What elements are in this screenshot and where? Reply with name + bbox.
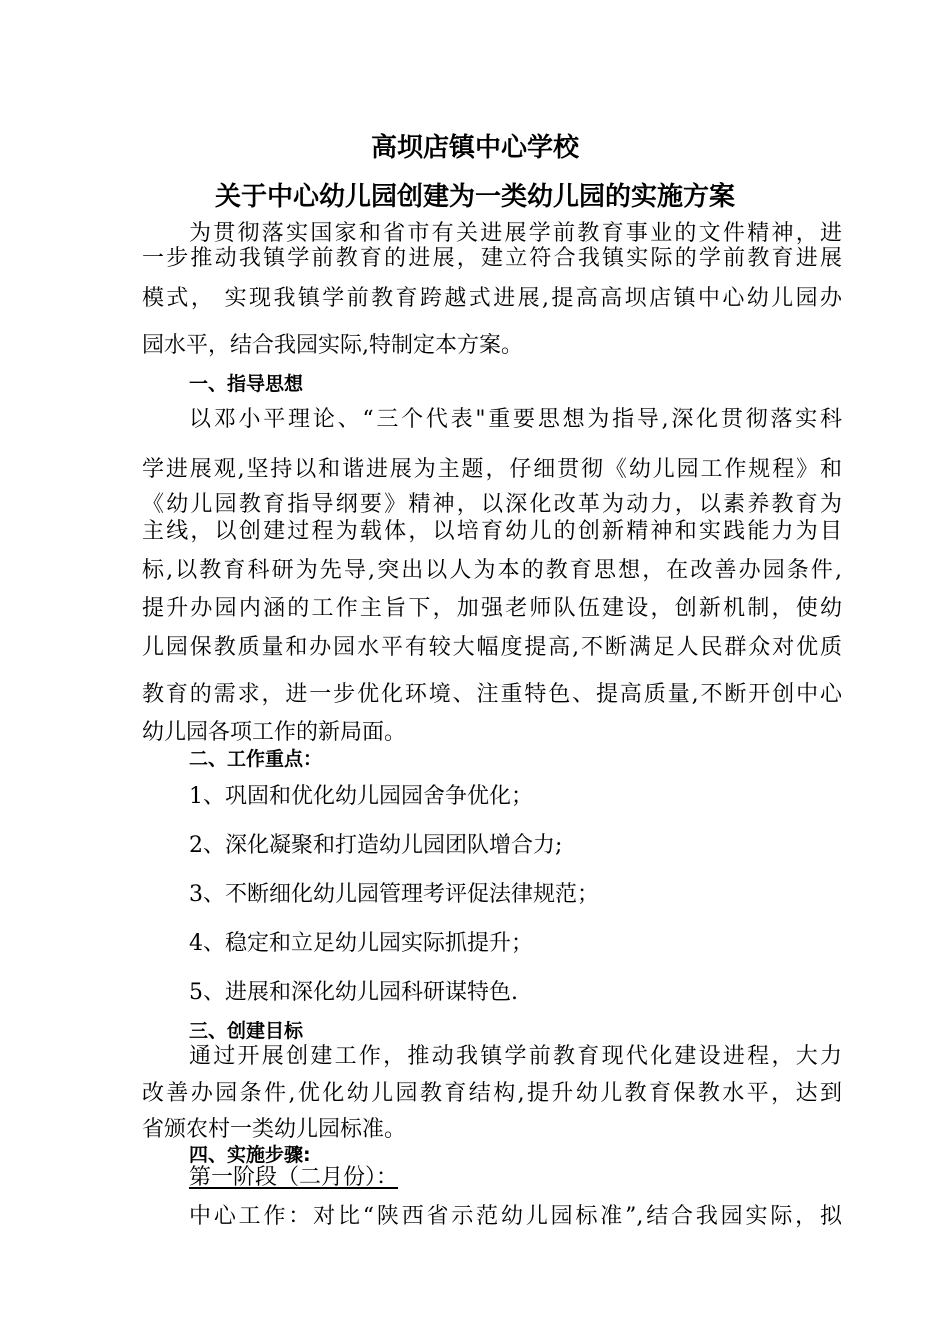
work-focus-item: 1、巩固和优化幼儿园园舍争优化； [189,784,533,809]
section-1-line: 教育的需求，进一步优化环境、注重特色、提高质量,不断开创中心 [142,682,842,707]
section-3-line: 改善办园条件,优化幼儿园教育结构,提升幼儿教育保教水平，达到 [142,1081,842,1106]
section-1-line: 以邓小平理论、“三个代表"重要思想为指导,深化贯彻落实科 [189,407,842,432]
section-3-line: 省颁农村一类幼儿园标准。 [142,1117,407,1142]
stage-1-label: 第一阶段（二月份）： [189,1165,399,1190]
document-title-plan: 关于中心幼儿园创建为一类幼儿园的实施方案 [214,182,735,212]
section-1-line: 学进展观,坚持以和谐进展为主题，仔细贯彻《幼儿园工作规程》和 [142,457,842,482]
section-1-line: 主线，以创建过程为载体，以培育幼儿的创新精神和实践能力为目 [142,519,842,544]
section-heading-implementation-steps: 四、实施步骤: [189,1144,311,1166]
intro-line: 模式， 实现我镇学前教育跨越式进展,提高高坝店镇中心幼儿园办 [142,286,842,311]
section-1-line: 标,以教育科研为先导,突出以人为本的教育思想，在改善办园条件, [142,558,842,583]
intro-line: 为贯彻落实国家和省市有关进展学前教育事业的文件精神，进 [189,221,842,246]
section-1-line: 幼儿园各项工作的新局面。 [142,720,407,745]
work-focus-item: 3、不断细化幼儿园管理考评促法律规范； [189,882,599,907]
section-heading-guiding-ideology: 一、指导思想 [189,373,304,395]
work-focus-item: 2、深化凝聚和打造幼儿园团队增合力; [189,833,563,858]
intro-line: 一步推动我镇学前教育的进展，建立符合我镇实际的学前教育进展 [142,246,842,271]
section-heading-creation-goal: 三、创建目标 [189,1020,304,1042]
section-1-line: 提升办园内涵的工作主旨下，加强老师队伍建设，创新机制，使幼 [142,596,842,621]
document-title-school: 高坝店镇中心学校 [370,133,579,163]
section-4-line: 中心工作：对比“陕西省示范幼儿园标准”,结合我园实际，拟 [189,1204,842,1229]
work-focus-item: 5、进展和深化幼儿园科研谋特色. [189,980,518,1005]
section-1-line: 《幼儿园教育指导纲要》精神，以深化改革为动力，以素养教育为 [142,492,842,517]
section-heading-work-focus: 二、工作重点： [189,748,323,770]
section-3-line: 通过开展创建工作，推动我镇学前教育现代化建设进程，大力 [189,1044,842,1069]
intro-line: 园水平，结合我园实际,特制定本方案。 [142,333,523,358]
section-1-line: 儿园保教质量和办园水平有较大幅度提高,不断满足人民群众对优质 [142,635,842,660]
work-focus-item: 4、稳定和立足幼儿园实际抓提升； [189,931,533,956]
